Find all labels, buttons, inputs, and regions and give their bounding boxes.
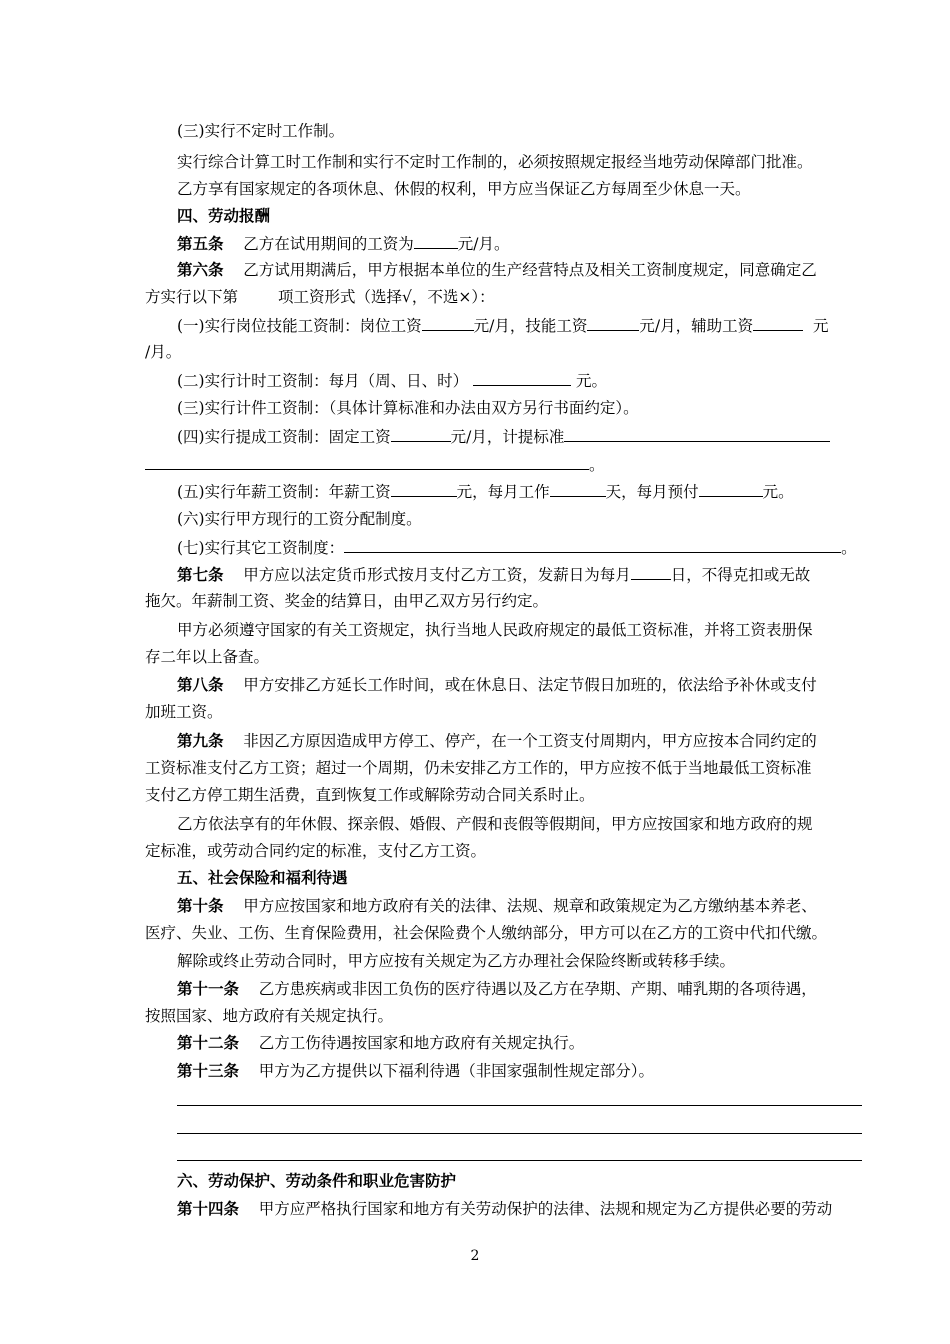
clause-14 xyxy=(177,1199,832,1219)
para-line xyxy=(145,454,605,474)
clause-text: 乙方在试用期间的工资为 xyxy=(243,235,414,253)
line-text: 元/月，辅助工资 xyxy=(639,317,754,335)
fill-in-line[interactable] xyxy=(177,1133,862,1134)
line-text: 天，每月预付 xyxy=(605,483,699,501)
clause-number: 第十条 xyxy=(177,896,224,915)
para-line xyxy=(177,370,607,390)
blank-field[interactable] xyxy=(391,426,451,442)
line-text: (四)实行提成工资制：固定工资 xyxy=(177,428,391,446)
heading-text: 四、劳动报酬 xyxy=(177,206,271,225)
clause-5 xyxy=(177,233,509,253)
line-text: (二)实行计时工资制：每月（周、日、时） xyxy=(177,372,469,390)
clause-6 xyxy=(177,260,817,280)
para-line: 乙方依法享有的年休假、探亲假、婚假、产假和丧假等假期间，甲方应按国家和地方政府的规 xyxy=(177,815,813,833)
clause-number: 第七条 xyxy=(177,565,224,584)
clause-number: 第十二条 xyxy=(177,1033,240,1052)
blank-field[interactable] xyxy=(414,233,458,249)
blank-field[interactable] xyxy=(753,315,803,331)
para-line: (三)实行计件工资制：（具体计算标准和办法由双方另行书面约定）。 xyxy=(177,399,639,417)
clause-13 xyxy=(177,1061,654,1081)
clause-7 xyxy=(177,564,810,584)
clause-text: 乙方工伤待遇按国家和地方政府有关规定执行。 xyxy=(258,1034,585,1052)
section-heading xyxy=(177,206,270,226)
heading-text: 五、社会保险和福利待遇 xyxy=(177,868,348,887)
clause-text: 甲方应按国家和地方政府有关的法律、法规、规章和政策规定为乙方缴纳基本养老、 xyxy=(243,897,817,915)
para-line: (六)实行甲方现行的工资分配制度。 xyxy=(177,510,422,528)
blank-field[interactable] xyxy=(344,537,841,553)
blank-field[interactable] xyxy=(391,481,457,497)
para-line: 支付乙方停工期生活费，直到恢复工作或解除劳动合同关系时止。 xyxy=(145,786,595,804)
para-line: 解除或终止劳动合同时，甲方应按有关规定为乙方办理社会保险终断或转移手续。 xyxy=(177,952,736,970)
clause-number: 第八条 xyxy=(177,675,224,694)
clause-text: 甲方应以法定货币形式按月支付乙方工资，发薪日为每月 xyxy=(243,566,631,584)
para-line xyxy=(177,426,830,446)
line-text: 元/月，计提标准 xyxy=(450,428,565,446)
blank-field[interactable] xyxy=(145,454,589,470)
blank-field[interactable] xyxy=(550,481,606,497)
line-text: (七)实行其它工资制度： xyxy=(177,539,345,557)
clause-text: 乙方试用期满后，甲方根据本单位的生产经营特点及相关工资制度规定，同意确定乙 xyxy=(243,261,817,279)
para-line xyxy=(177,537,857,557)
line-text: (一)实行岗位技能工资制：岗位工资 xyxy=(177,317,422,335)
clause-11 xyxy=(177,979,817,999)
para-line xyxy=(145,287,495,307)
fill-in-line[interactable] xyxy=(177,1105,862,1106)
clause-12 xyxy=(177,1033,584,1053)
section-heading xyxy=(177,868,348,888)
blank-field[interactable] xyxy=(422,315,474,331)
blank-field[interactable] xyxy=(564,426,830,442)
clause-text: 非因乙方原因造成甲方停工、停产，在一个工资支付周期内，甲方应按本合同约定的 xyxy=(243,732,817,750)
clause-text: 乙方患疾病或非因工负伤的医疗待遇以及乙方在孕期、产期、哺乳期的各项待遇， xyxy=(258,980,817,998)
line-text: (五)实行年薪工资制：年薪工资 xyxy=(177,483,391,501)
line-text: 。 xyxy=(589,456,605,474)
line-text: 元。 xyxy=(762,483,794,501)
clause-number: 第十三条 xyxy=(177,1061,240,1080)
para-line: 拖欠。年薪制工资、奖金的结算日，由甲乙双方另行约定。 xyxy=(145,592,549,610)
para-line: 按照国家、地方政府有关规定执行。 xyxy=(145,1007,394,1025)
clause-number: 第六条 xyxy=(177,260,224,279)
clause-number: 第十四条 xyxy=(177,1199,240,1218)
para-line: /月。 xyxy=(145,343,182,361)
heading-text: 六、劳动保护、劳动条件和职业危害防护 xyxy=(177,1171,457,1190)
line-text: 元，每月工作 xyxy=(456,483,550,501)
blank-field[interactable] xyxy=(699,481,763,497)
clause-8 xyxy=(177,675,817,695)
para-line xyxy=(177,315,828,335)
clause-text: 项工资形式（选择√，不选×）： xyxy=(278,288,495,306)
blank-field[interactable] xyxy=(473,370,571,386)
clause-9 xyxy=(177,731,817,751)
blank-field[interactable] xyxy=(631,564,671,580)
fill-in-line[interactable] xyxy=(177,1160,862,1161)
para-line: 医疗、失业、工伤、生育保险费用，社会保险费个人缴纳部分，甲方可以在乙方的工资中代扣代缴。 xyxy=(145,924,828,942)
line-text: 。 xyxy=(841,539,857,557)
clause-10 xyxy=(177,896,817,916)
para-line: 甲方必须遵守国家的有关工资规定，执行当地人民政府规定的最低工资标准，并将工资表册保 xyxy=(177,621,813,639)
clause-text: 甲方安排乙方延长工作时间，或在休息日、法定节假日加班的，依法给予补休或支付 xyxy=(243,676,817,694)
para-line: 实行综合计算工时工作制和实行不定时工作制的，必须按照规定报经当地劳动保障部门批准。 xyxy=(177,153,813,171)
clause-text: 方实行以下第 xyxy=(145,288,239,306)
clause-number: 第十一条 xyxy=(177,979,240,998)
line-text: 元。 xyxy=(575,372,607,390)
para-line: (三)实行不定时工作制。 xyxy=(177,122,345,140)
para-line: 工资标准支付乙方工资；超过一个周期，仍未安排乙方工作的，甲方应按不低于当地最低工资标准 xyxy=(145,759,812,777)
section-heading xyxy=(177,1171,456,1191)
line-text: 元/月，技能工资 xyxy=(473,317,588,335)
para-line: 存二年以上备查。 xyxy=(145,648,270,666)
para-line: 定标准，或劳动合同约定的标准，支付乙方工资。 xyxy=(145,842,487,860)
para-line: 乙方享有国家规定的各项休息、休假的权利，甲方应当保证乙方每周至少休息一天。 xyxy=(177,180,751,198)
para-line xyxy=(177,481,794,501)
clause-number: 第五条 xyxy=(177,234,224,253)
clause-text: 日，不得克扣或无故 xyxy=(670,566,811,584)
line-text: 元 xyxy=(812,317,829,335)
clause-number: 第九条 xyxy=(177,731,224,750)
para-line: 加班工资。 xyxy=(145,703,223,721)
page-number: 2 xyxy=(470,1248,480,1264)
clause-text: 甲方应严格执行国家和地方有关劳动保护的法律、法规和规定为乙方提供必要的劳动 xyxy=(258,1200,833,1218)
blank-field[interactable] xyxy=(587,315,639,331)
clause-text: 元/月。 xyxy=(457,235,510,253)
clause-text: 甲方为乙方提供以下福利待遇（非国家强制性规定部分）。 xyxy=(258,1062,654,1080)
